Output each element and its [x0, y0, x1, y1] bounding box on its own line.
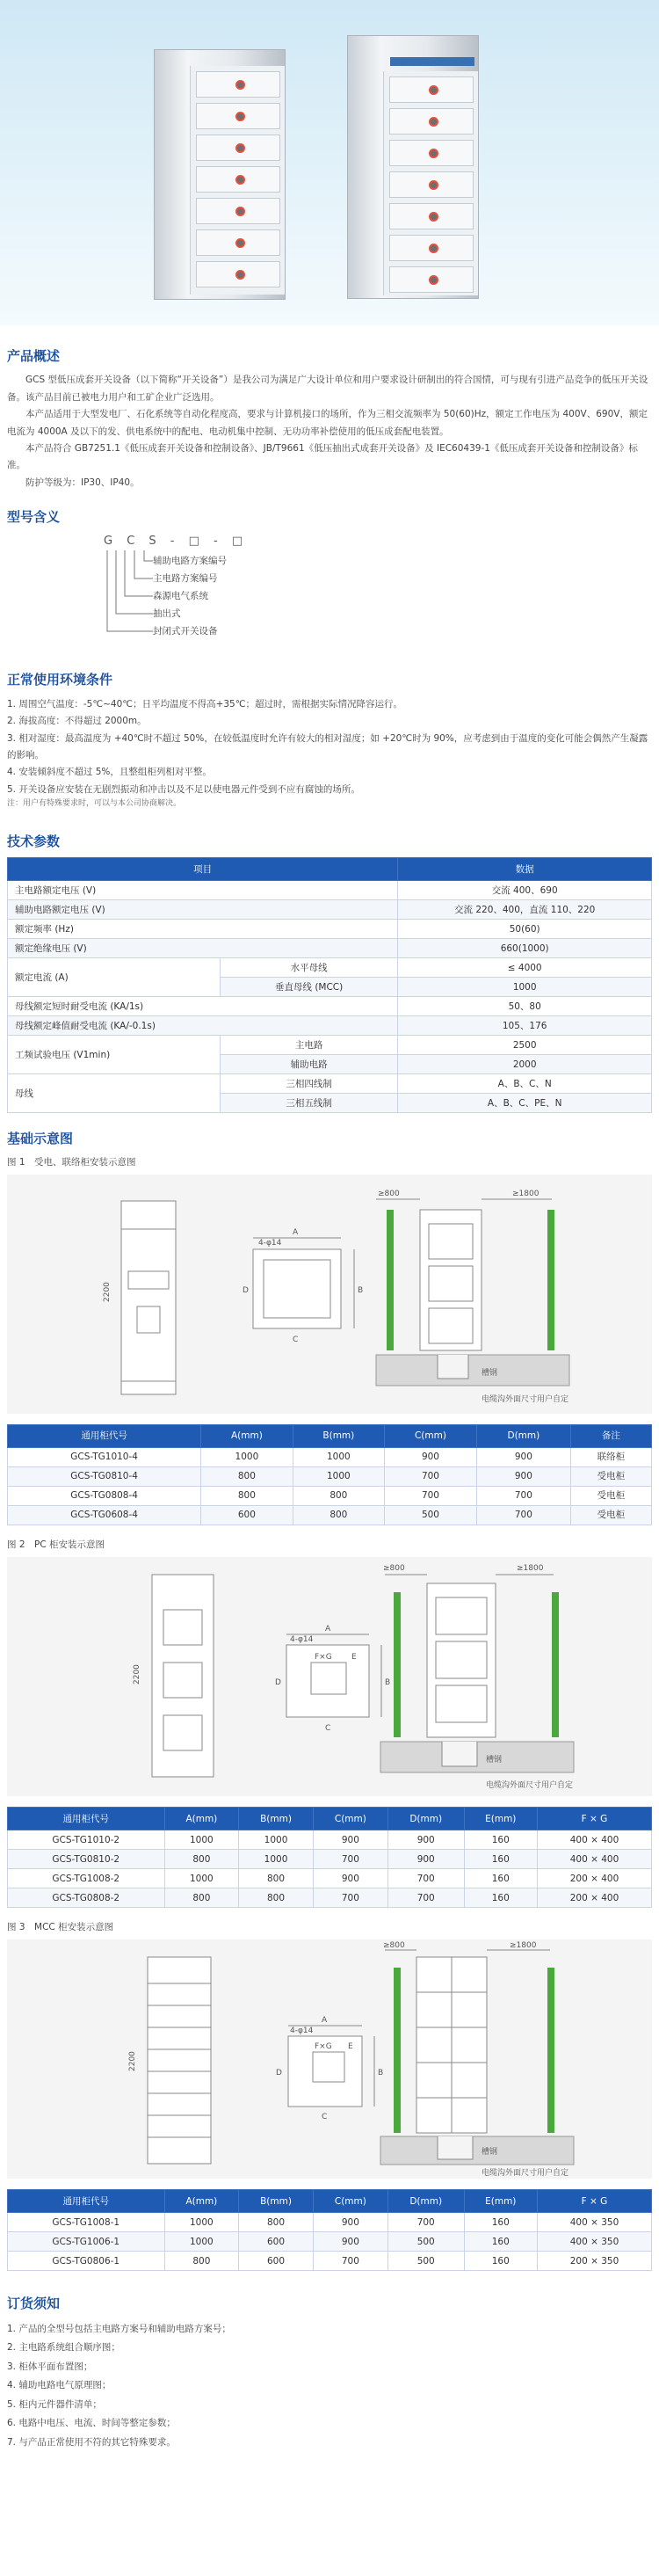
cell: 900: [387, 1830, 464, 1850]
dim-label: E: [351, 1653, 357, 1663]
ground-label: 槽钢: [482, 1368, 498, 1378]
col-header: A(mm): [164, 1808, 239, 1830]
tech-item: 母线额定短时耐受电流 (KA/1s): [8, 997, 398, 1016]
cell: 700: [476, 1505, 570, 1524]
tech-item: 额定电流 (A): [8, 958, 221, 997]
dim-label: ≥1800: [517, 1564, 544, 1574]
cell: 900: [476, 1447, 570, 1466]
dim-label: A: [322, 2016, 328, 2026]
table-row: [8, 1016, 652, 1036]
model-code: G C S - □ - □: [104, 535, 249, 549]
cell: 700: [313, 2252, 387, 2271]
col-header: D(mm): [476, 1424, 570, 1447]
col-header: 通用柜代号: [8, 1808, 165, 1830]
cell: GCS-TG0810-2: [8, 1850, 165, 1869]
cell: 400 × 400: [537, 1830, 651, 1850]
env-item: 1. 周围空气温度：-5℃~40℃；日平均温度不得高+35℃；超过时，需根据实际情况降容运行。: [7, 698, 403, 709]
env-section: [0, 670, 659, 811]
model-title: 型号含义: [7, 509, 61, 526]
order-item: 6. 电路中电压、电流、时间等整定参数；: [7, 2418, 176, 2429]
tech-value: 660(1000): [398, 939, 652, 958]
cell: 600: [201, 1505, 293, 1524]
tech-sub: 辅助电路: [220, 1055, 397, 1074]
order-item: 7. 与产品正常使用不符的其它特殊要求。: [7, 2436, 176, 2448]
cell: GCS-TG1010-2: [8, 1830, 165, 1850]
model-label: 抽出式: [153, 608, 181, 620]
wall-left: [394, 1968, 401, 2133]
wall-right: [547, 1210, 554, 1350]
table-row: [8, 1850, 652, 1869]
order-section: [0, 2294, 659, 2452]
cell: 900: [385, 1447, 477, 1466]
cell: 700: [385, 1466, 477, 1486]
tech-item: 主电路额定电压 (V): [8, 881, 398, 900]
dim-label: 4-φ14: [290, 2027, 314, 2036]
dim-label: E: [348, 2042, 353, 2052]
table-row: [8, 958, 652, 978]
cell: GCS-TG1006-1: [8, 2232, 165, 2252]
basic-section: [0, 1129, 659, 1149]
cell: GCS-TG1008-1: [8, 2213, 165, 2232]
cell: 160: [464, 1888, 537, 1908]
fig1-caption: 图 1 受电、联络柜安装示意图: [7, 1156, 136, 1168]
dim-label: F×G: [315, 1653, 332, 1663]
cell: 700: [313, 1888, 387, 1908]
cell: GCS-TG0810-4: [8, 1466, 201, 1486]
cell: 1000: [239, 1830, 314, 1850]
cell: 160: [464, 1850, 537, 1869]
tech-value: ≤ 4000: [398, 958, 652, 978]
model-code-diagram: [104, 533, 652, 647]
cell: 160: [464, 2232, 537, 2252]
tech-sub: 三相四线制: [220, 1074, 397, 1094]
tech-sub: 三相五线制: [220, 1094, 397, 1113]
cell: 400 × 400: [537, 1850, 651, 1869]
cell: 800: [164, 1888, 239, 1908]
tech-value: 2000: [398, 1055, 652, 1074]
tech-item: 额定绝缘电压 (V): [8, 939, 398, 958]
basic-title: 基础示意图: [7, 1131, 74, 1147]
cell: 800: [164, 1850, 239, 1869]
cell: 900: [313, 2213, 387, 2232]
cell: 800: [239, 1869, 314, 1888]
wall-left: [394, 1592, 401, 1737]
cell: 500: [385, 1505, 477, 1524]
table-row: [8, 997, 652, 1016]
model-code-lines: [104, 533, 156, 647]
tech-item: 工频试验电压 (V1min): [8, 1036, 221, 1074]
cell: 900: [476, 1466, 570, 1486]
order-item: 3. 柜体平面布置图；: [7, 2361, 93, 2372]
cell: 1000: [164, 2232, 239, 2252]
tech-value: 交流 400、690: [398, 881, 652, 900]
fig2-table-wrap: [0, 1807, 659, 1908]
tech-header: 项目: [8, 858, 398, 881]
cell: 500: [387, 2252, 464, 2271]
overview-paragraph: GCS 型低压成套开关设备（以下简称“开关设备”）是我公司为满足广大设计单位和用户要求设计研制出的符合国情，可与现有引进产品竞争的低压开关设备。该产品目前已被电力用户和工矿企业广泛选用。: [7, 375, 648, 403]
dim-label: D: [243, 1285, 249, 1295]
cell: 受电柜: [570, 1466, 651, 1486]
cell: GCS-TG0608-4: [8, 1505, 201, 1524]
table-row: [8, 1505, 652, 1524]
cell: 1000: [201, 1447, 293, 1466]
col-header: F × G: [537, 2190, 651, 2213]
cell: 500: [387, 2232, 464, 2252]
cell: 800: [293, 1505, 384, 1524]
tech-sub: 主电路: [220, 1036, 397, 1055]
cell: 200 × 400: [537, 1888, 651, 1908]
dim-label: B: [385, 1678, 391, 1688]
dim-label: ≥800: [383, 1941, 405, 1951]
cell: GCS-TG1010-4: [8, 1447, 201, 1466]
overview-paragraph: 防护等级为：IP30、IP40。: [25, 477, 140, 488]
env-title: 正常使用环境条件: [7, 672, 113, 688]
col-header: 通用柜代号: [8, 1424, 201, 1447]
table-row: [8, 1888, 652, 1908]
tech-section: [0, 832, 659, 1113]
fig3-table-wrap: [0, 2189, 659, 2271]
ground-label: 槽钢: [482, 2148, 498, 2158]
ground-note: 电缆沟外面尺寸用户自定: [482, 1394, 569, 1404]
fig3-table: [7, 2189, 652, 2271]
fig1-svg: [7, 1175, 652, 1414]
cell: 800: [239, 2213, 314, 2232]
dim-label: B: [378, 2069, 384, 2078]
cell: 900: [313, 1869, 387, 1888]
tech-title: 技术参数: [7, 833, 61, 850]
table-row: [8, 2252, 652, 2271]
col-header: 通用柜代号: [8, 2190, 165, 2213]
cell: 800: [293, 1486, 384, 1505]
col-header: C(mm): [313, 2190, 387, 2213]
table-row: [8, 939, 652, 958]
cell: 400 × 350: [537, 2232, 651, 2252]
cell: 900: [387, 1850, 464, 1869]
table-row: [8, 881, 652, 900]
table-row: [8, 2213, 652, 2232]
dim-label: F×G: [315, 2042, 332, 2052]
table-row: [8, 1830, 652, 1850]
dim-label: 4-φ14: [258, 1238, 282, 1248]
cell: 400 × 350: [537, 2213, 651, 2232]
ground-note: 电缆沟外面尺寸用户自定: [482, 2169, 569, 2179]
col-header: B(mm): [239, 1808, 314, 1830]
col-header: D(mm): [387, 1808, 464, 1830]
cell: 700: [313, 1850, 387, 1869]
cell: 1000: [164, 1869, 239, 1888]
dim-label: 2200: [128, 2051, 137, 2072]
fig1-table-wrap: [0, 1424, 659, 1525]
fig3-drawing: [7, 1939, 652, 2179]
dim-label: ≥800: [378, 1189, 400, 1198]
env-item: 3. 相对湿度：最高温度为 +40℃时不超过 50%，在较低温度时允许有较大的相对湿度；如 +20℃时为 90%，应考虑到由于温度的变化可能会偶然产生凝露的影响。: [7, 732, 648, 760]
cell: 200 × 350: [537, 2252, 651, 2271]
fig1-drawing: [7, 1175, 652, 1414]
tech-table: [7, 857, 652, 1113]
table-row: [8, 1447, 652, 1466]
dim-label: A: [325, 1625, 331, 1634]
tech-value: 50、80: [398, 997, 652, 1016]
table-row: [8, 1074, 652, 1094]
tech-sub: 水平母线: [220, 958, 397, 978]
wall-left: [387, 1210, 394, 1350]
dim-label: C: [325, 1724, 331, 1734]
fig3-caption: 图 3 MCC 柜安装示意图: [7, 1922, 114, 1933]
cell: 700: [387, 2213, 464, 2232]
dim-label: 2200: [103, 1282, 112, 1302]
cabinet-photo-left: [154, 49, 286, 300]
cell: 联络柜: [570, 1447, 651, 1466]
cell: 160: [464, 1830, 537, 1850]
dim-label: C: [293, 1335, 299, 1344]
tech-item: 额定频率 (Hz): [8, 920, 398, 939]
dim-label: C: [322, 2113, 328, 2122]
cell: 700: [385, 1486, 477, 1505]
overview-paragraph: 本产品适用于大型发电厂、石化系统等自动化程度高，要求与计算机接口的场所，作为三相交流频率为 50(60)Hz，额定工作电压为 400V、690V，额定电流为 4000A 及以下的发、供电系统中的配电、电动机集中控制、无功功率补偿使用的低压成套配电装置。: [7, 409, 648, 437]
cell: 受电柜: [570, 1486, 651, 1505]
wall-right: [552, 1592, 559, 1737]
fig1-table: [7, 1424, 652, 1525]
order-item: 5. 柜内元件器件清单；: [7, 2398, 102, 2410]
tech-value: 50(60): [398, 920, 652, 939]
env-item: 2. 海拔高度：不得超过 2000m。: [7, 716, 147, 727]
col-header: D(mm): [387, 2190, 464, 2213]
col-header: B(mm): [293, 1424, 384, 1447]
tech-item: 母线额定峰值耐受电流 (KA/-0.1s): [8, 1016, 398, 1036]
col-header: C(mm): [385, 1424, 477, 1447]
tech-value: 交流 220、400，直流 110、220: [398, 900, 652, 920]
dim-label: D: [275, 1678, 281, 1688]
dim-label: D: [276, 2069, 282, 2078]
cell: 160: [464, 1869, 537, 1888]
cell: 800: [201, 1486, 293, 1505]
fig2-caption: 图 2 PC 柜安装示意图: [7, 1539, 105, 1550]
cell: 1000: [164, 1830, 239, 1850]
model-label: 封闭式开关设备: [153, 626, 218, 637]
cell: 800: [201, 1466, 293, 1486]
overview-title: 产品概述: [7, 348, 61, 364]
order-item: 4. 辅助电路电气原理图；: [7, 2380, 112, 2391]
cabinet-header-plate: [390, 57, 474, 66]
dim-label: 2200: [133, 1664, 141, 1685]
tech-value: A、B、C、PE、N: [398, 1094, 652, 1113]
wall-right: [547, 1968, 554, 2133]
cell: 900: [313, 2232, 387, 2252]
dim-label: A: [293, 1227, 299, 1237]
order-item: 2. 主电路系统组合顺序图；: [7, 2342, 120, 2354]
col-header: A(mm): [164, 2190, 239, 2213]
env-item: 5. 开关设备应安装在无剧烈振动和冲击以及不足以使电器元件受到不应有腐蚀的场所。: [7, 783, 360, 795]
overview-paragraph: 本产品符合 GB7251.1《低压成套开关设备和控制设备》、JB/T9661《低压抽出式成套开关设备》及 IEC60439-1《低压成套开关设备和控制设备》标准。: [7, 442, 638, 471]
col-header: F × G: [537, 1808, 651, 1830]
tech-item: 母线: [8, 1074, 221, 1113]
cell: 600: [239, 2252, 314, 2271]
cell: 800: [239, 1888, 314, 1908]
tech-item: 辅助电路额定电压 (V): [8, 900, 398, 920]
col-header: B(mm): [239, 2190, 314, 2213]
tech-value: 2500: [398, 1036, 652, 1055]
table-row: [8, 2232, 652, 2252]
fig2-drawing: [7, 1557, 652, 1796]
cell: GCS-TG1008-2: [8, 1869, 165, 1888]
cell: 700: [476, 1486, 570, 1505]
table-row: [8, 1869, 652, 1888]
ground-note: 电缆沟外面尺寸用户自定: [486, 1781, 574, 1791]
dim-label: B: [358, 1285, 364, 1295]
table-row: [8, 1486, 652, 1505]
table-row: [8, 900, 652, 920]
dim-label: ≥800: [383, 1564, 405, 1574]
tech-value: 1000: [398, 978, 652, 997]
model-label: 主电路方案编号: [153, 573, 218, 585]
cell: GCS-TG0808-4: [8, 1486, 201, 1505]
cell: 受电柜: [570, 1505, 651, 1524]
cell: 700: [387, 1888, 464, 1908]
table-row: [8, 1036, 652, 1055]
table-row: [8, 920, 652, 939]
col-header: A(mm): [201, 1424, 293, 1447]
model-label: 森源电气系统: [153, 591, 208, 602]
hero-banner: [0, 0, 659, 325]
cell: 1000: [293, 1466, 384, 1486]
cell: 1000: [164, 2213, 239, 2232]
cabinet-photo-right: [347, 35, 479, 299]
col-header: 备注: [570, 1424, 651, 1447]
cell: 900: [313, 1830, 387, 1850]
tech-header: 数据: [398, 858, 652, 881]
model-section: [0, 507, 659, 647]
col-header: E(mm): [464, 2190, 537, 2213]
cell: 160: [464, 2213, 537, 2232]
cell: 160: [464, 2252, 537, 2271]
cell: GCS-TG0806-1: [8, 2252, 165, 2271]
overview-section: [0, 346, 659, 491]
tech-value: A、B、C、N: [398, 1074, 652, 1094]
fig2-table: [7, 1807, 652, 1908]
cell: 1000: [293, 1447, 384, 1466]
order-title: 订货须知: [7, 2296, 61, 2312]
dim-label: ≥1800: [512, 1189, 540, 1198]
tech-value: 105、176: [398, 1016, 652, 1036]
cell: GCS-TG0808-2: [8, 1888, 165, 1908]
ground-label: 槽钢: [486, 1756, 503, 1765]
fig3-svg: [7, 1939, 652, 2179]
tech-sub: 垂直母线 (MCC): [220, 978, 397, 997]
env-item: 4. 安装倾斜度不超过 5%，且整组柜列相对平整。: [7, 767, 212, 778]
fig2-svg: [7, 1557, 652, 1796]
col-header: C(mm): [313, 1808, 387, 1830]
cell: 200 × 400: [537, 1869, 651, 1888]
cell: 800: [164, 2252, 239, 2271]
env-note: 注：用户有特殊要求时，可以与本公司协商解决。: [7, 799, 182, 809]
cell: 1000: [239, 1850, 314, 1869]
table-row: [8, 1466, 652, 1486]
dim-label: ≥1800: [510, 1941, 537, 1951]
dim-label: 4-φ14: [290, 1635, 314, 1645]
model-label: 辅助电路方案编号: [153, 556, 227, 567]
col-header: E(mm): [464, 1808, 537, 1830]
order-item: 1. 产品的全型号包括主电路方案号和辅助电路方案号；: [7, 2323, 231, 2334]
cell: 600: [239, 2232, 314, 2252]
cell: 700: [387, 1869, 464, 1888]
